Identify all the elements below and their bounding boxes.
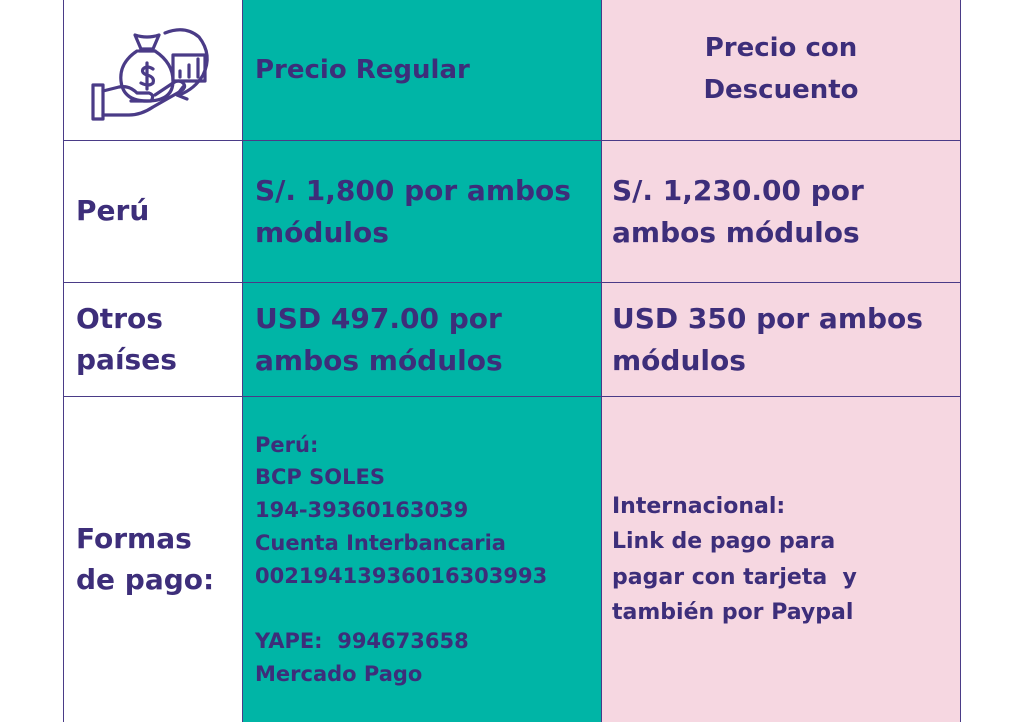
payment-line: Mercado Pago — [255, 661, 423, 686]
row-label-line: Perú — [76, 194, 150, 228]
payment-line — [255, 592, 547, 625]
payment-line: también por Paypal — [612, 599, 854, 625]
header-discount-line1: Precio con — [704, 33, 858, 64]
payment-line: YAPE: 994673658 — [255, 629, 469, 653]
otros-discount-price — [602, 283, 961, 397]
payment-line: Link de pago para — [612, 529, 836, 555]
peru-discount-price — [602, 141, 961, 283]
row-label-otros-paises — [63, 283, 243, 397]
pricing-table — [63, 0, 961, 722]
header-discount-line2: Descuento — [703, 75, 859, 105]
price-line: S/. 1,800 por ambos — [255, 173, 571, 207]
payment-line: Perú: — [255, 432, 319, 457]
otros-regular-price — [243, 283, 602, 397]
payment-line: Cuenta Interbancaria — [255, 530, 506, 555]
row-label-formas-de-pago — [63, 397, 243, 722]
header-regular-label: Precio Regular — [255, 54, 470, 85]
row-label-line: países — [76, 342, 177, 376]
price-line: USD 497.00 por — [255, 301, 502, 335]
row-label-line: de pago: — [76, 562, 215, 596]
money-bag-hand-chart-icon — [89, 15, 217, 125]
payment-line: 00219413936016303993 — [255, 563, 548, 588]
row-label-peru — [63, 141, 243, 283]
row-label-line: Formas — [76, 521, 192, 555]
payment-line: 194-39360163039 — [255, 498, 469, 522]
price-line: S/. 1,230.00 por — [612, 173, 864, 207]
payment-line: BCP SOLES — [255, 465, 385, 490]
payment-line: pagar con tarjeta y — [612, 564, 857, 590]
payment-line: Internacional: — [612, 494, 786, 520]
payment-regular-details — [243, 397, 602, 722]
peru-regular-price — [243, 141, 602, 283]
price-line: módulos — [255, 215, 389, 249]
header-regular-price — [243, 0, 602, 141]
price-line: ambos módulos — [612, 215, 860, 249]
header-discount-price — [602, 0, 961, 141]
price-line: ambos módulos — [255, 343, 503, 377]
logo-cell — [63, 0, 243, 141]
price-line: USD 350 por ambos — [612, 301, 923, 335]
payment-discount-details — [602, 397, 961, 722]
row-label-line: Otros — [76, 301, 163, 335]
price-line: módulos — [612, 343, 746, 377]
